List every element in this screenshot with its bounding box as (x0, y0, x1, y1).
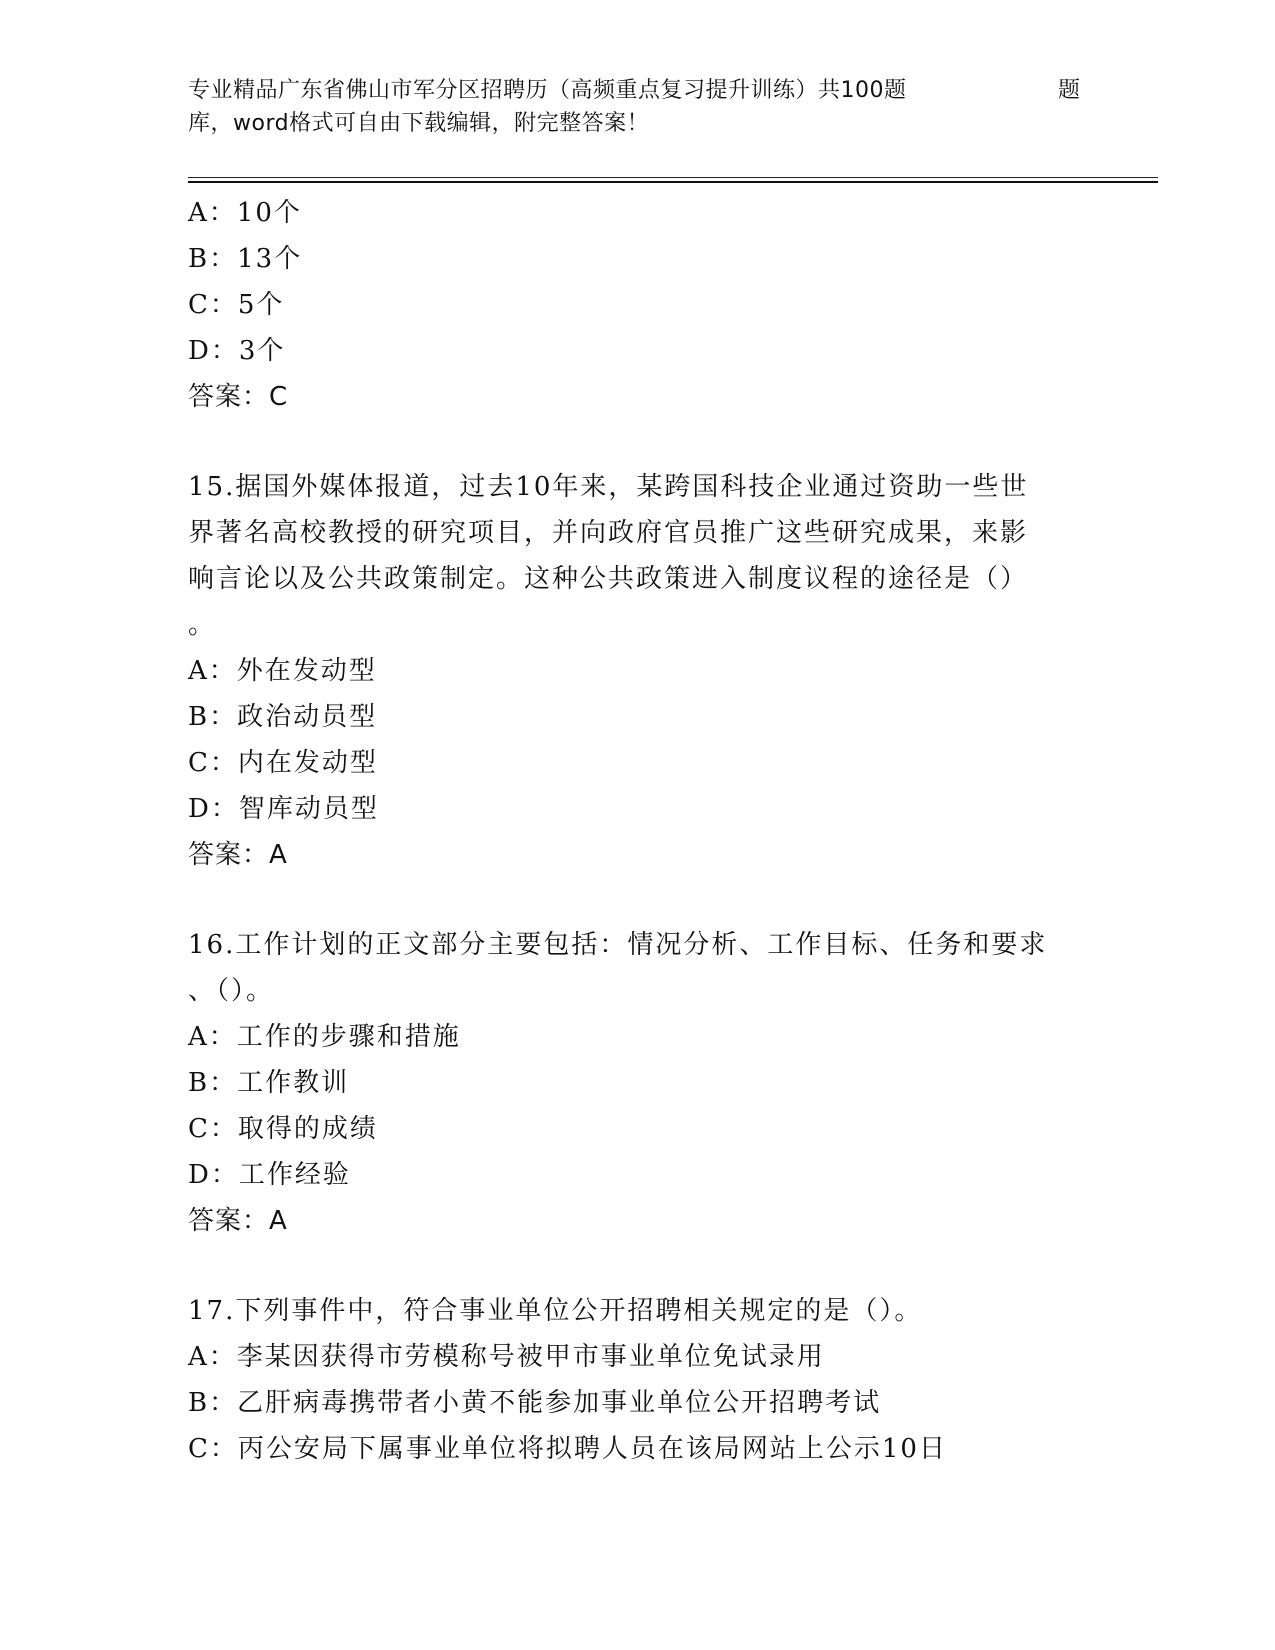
header-title: 专业精品广东省佛山市军分区招聘历（高频重点复习提升训练）共100题 (188, 78, 907, 103)
question-text-line: 。 (188, 610, 217, 640)
option-a: A：李某因获得市劳模称号被甲市事业单位免试录用 (188, 1342, 825, 1372)
option-b: B：乙肝病毒携带者小黄不能参加事业单位公开招聘考试 (188, 1388, 882, 1418)
question-text-line: 17.下列事件中，符合事业单位公开招聘相关规定的是（）。 (188, 1296, 923, 1326)
answer: 答案：A (188, 840, 288, 870)
question-text-line: 界著名高校教授的研究项目，并向政府官员推广这些研究成果，来影 (188, 518, 1029, 548)
document-body (188, 190, 1088, 1472)
header-title-tail: 题 (1058, 78, 1081, 103)
option-b: B：政治动员型 (188, 702, 378, 732)
option-c: C：5个 (188, 290, 285, 320)
header-line-2: 库，word格式可自由下载编辑，附完整答案！ (188, 111, 650, 136)
option-c: C：取得的成绩 (188, 1114, 378, 1144)
question-text-line: 15.据国外媒体报道，过去10年来，某跨国科技企业通过资助一些世 (188, 472, 1029, 502)
option-d: D：3个 (188, 336, 286, 366)
option-b: B：13个 (188, 244, 303, 274)
answer: 答案：A (188, 1206, 288, 1236)
option-a: A：外在发动型 (188, 656, 377, 686)
header-divider-thick (188, 181, 1158, 183)
header-divider-thin (188, 177, 1158, 178)
answer: 答案：C (188, 382, 289, 412)
question-text-line: 响言论以及公共政策制定。这种公共政策进入制度议程的途径是（） (188, 564, 1029, 594)
question-14 (188, 190, 1088, 420)
page-header (188, 74, 1088, 140)
question-text-line: 16.工作计划的正文部分主要包括：情况分析、工作目标、任务和要求 (188, 930, 1048, 960)
question-15 (188, 464, 1088, 878)
option-c: C：内在发动型 (188, 748, 378, 778)
option-a: A：10个 (188, 198, 302, 228)
header-line-1 (188, 74, 1088, 107)
question-17 (188, 1288, 1088, 1472)
question-text-line: 、（）。 (188, 976, 275, 1006)
option-a: A：工作的步骤和措施 (188, 1022, 461, 1052)
option-d: D：智库动员型 (188, 794, 379, 824)
option-b: B：工作教训 (188, 1068, 350, 1098)
question-16 (188, 922, 1088, 1244)
option-d: D：工作经验 (188, 1160, 351, 1190)
option-c: C：丙公安局下属事业单位将拟聘人员在该局网站上公示10日 (188, 1434, 947, 1464)
